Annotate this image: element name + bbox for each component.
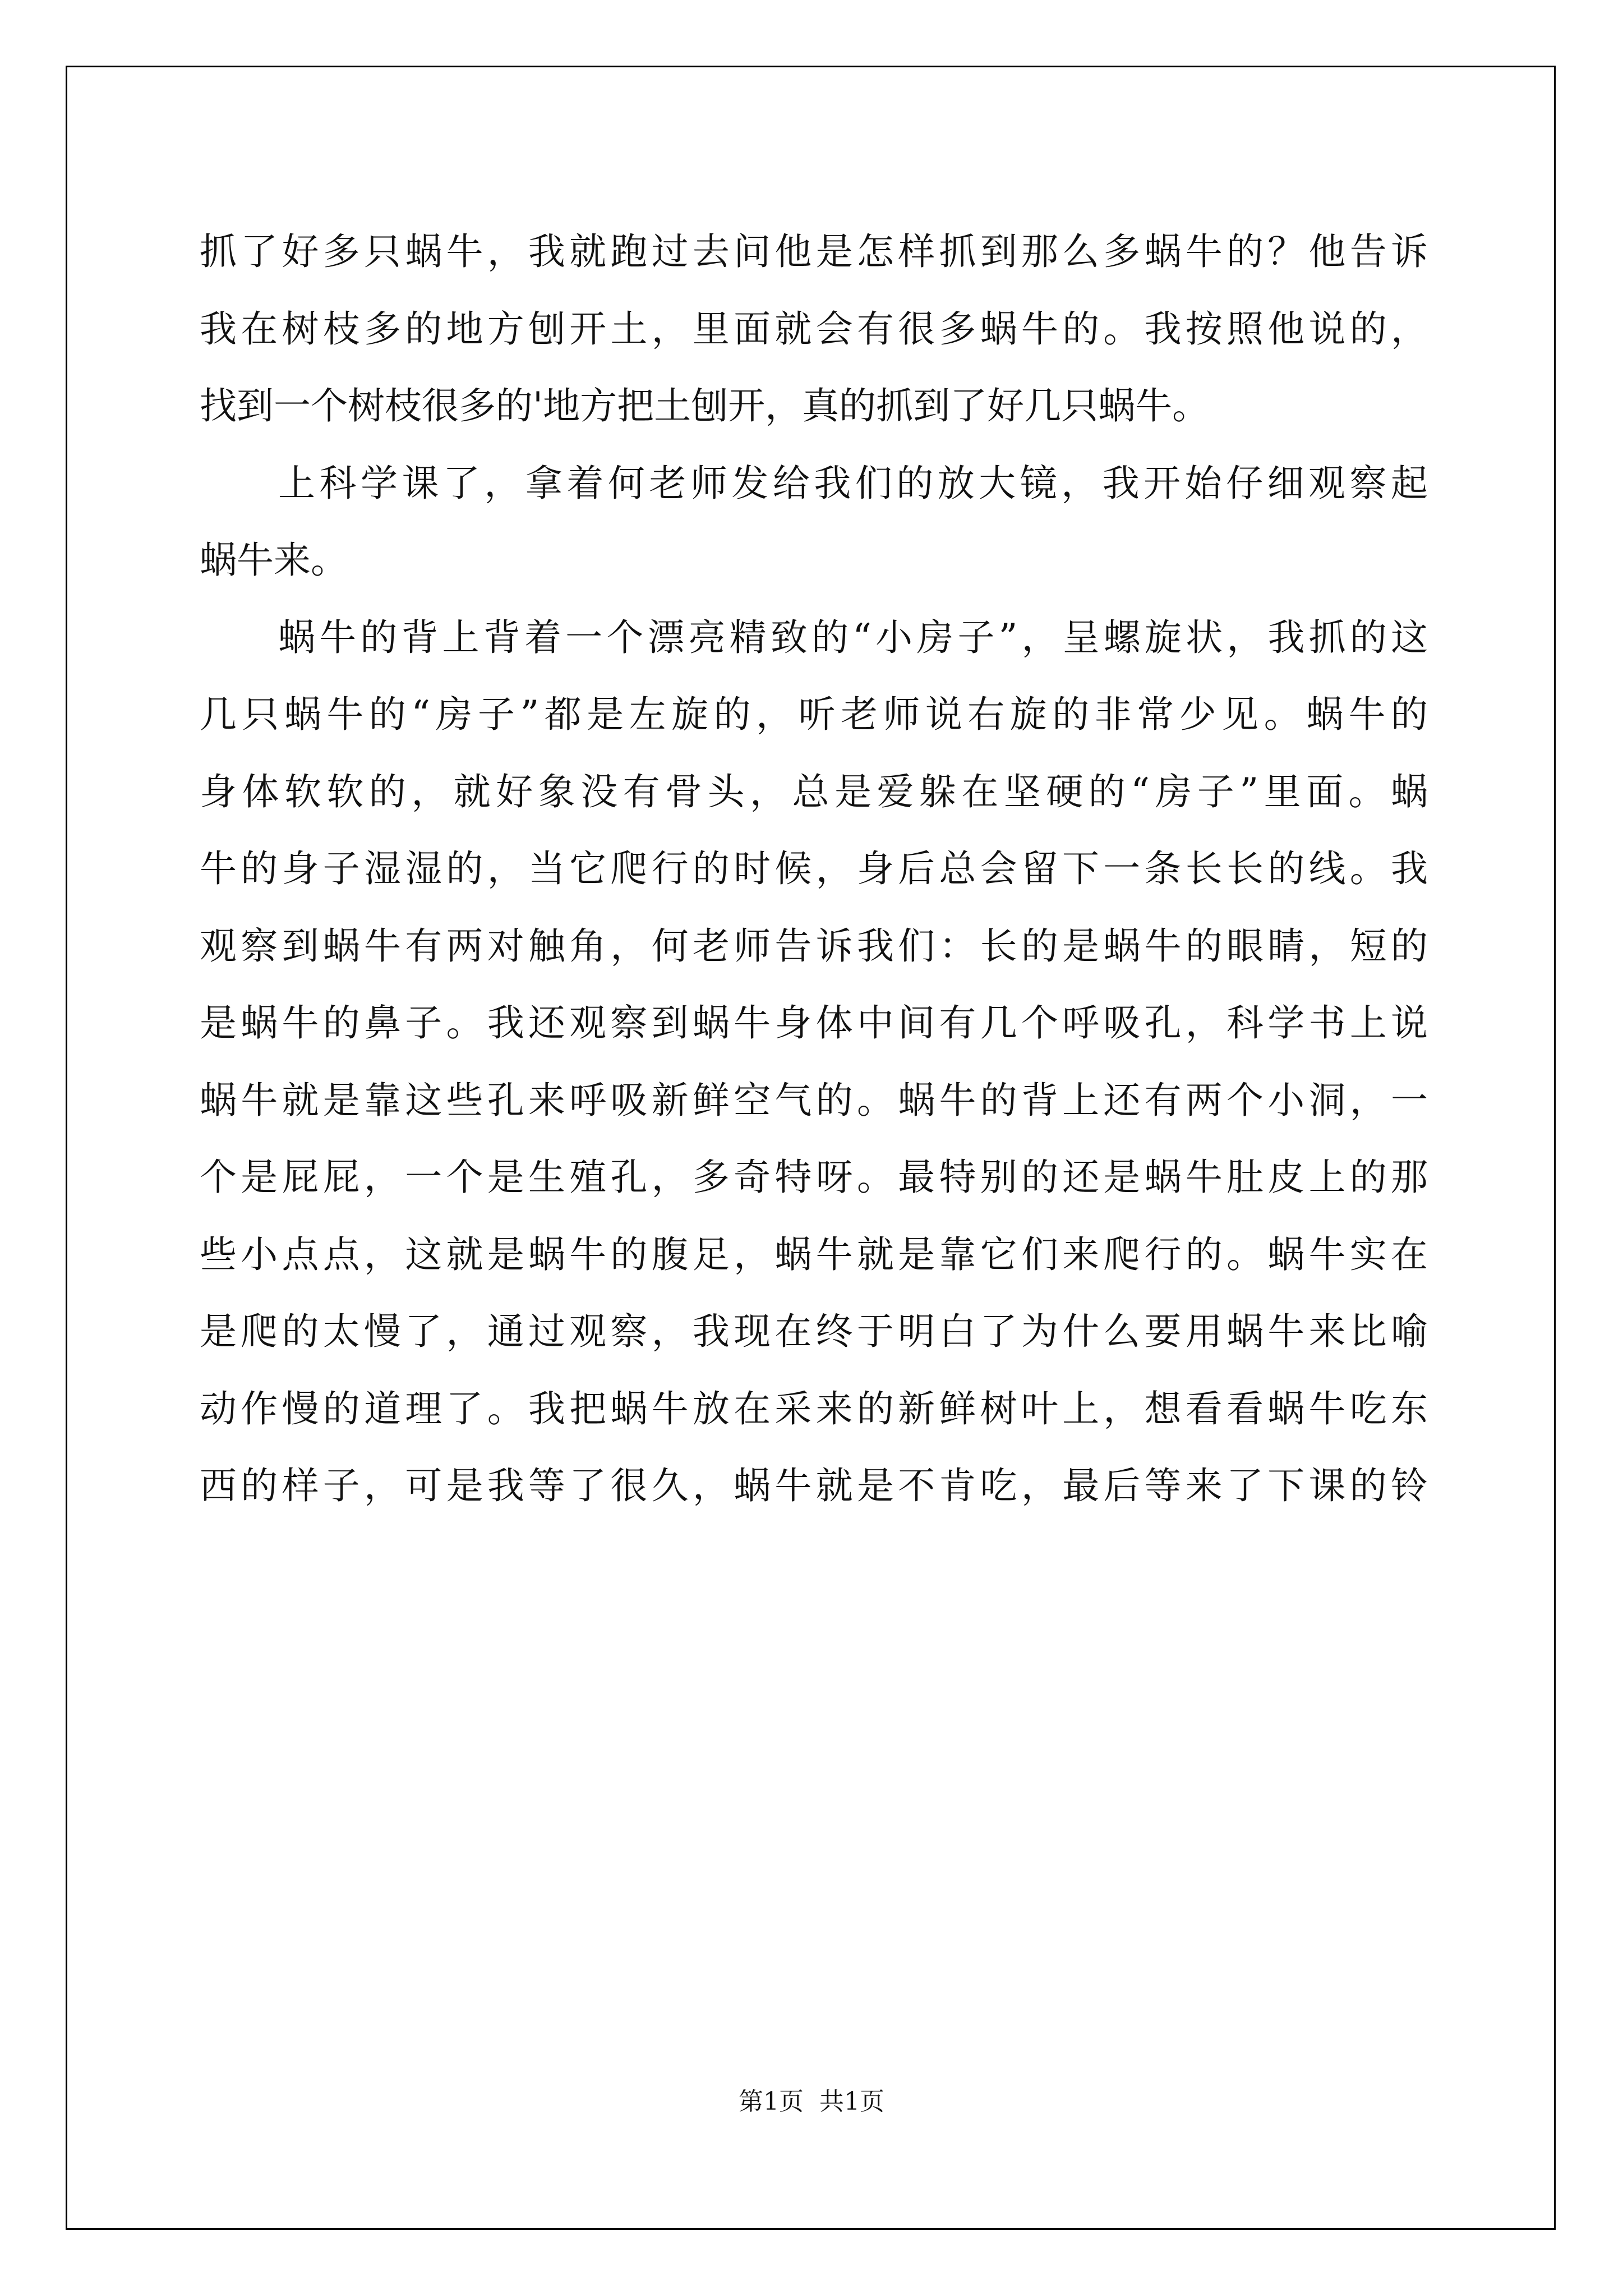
text-line: 几只蜗牛的“房子”都是左旋的，听老师说右旋的非常少见。蜗牛的 — [200, 693, 1428, 736]
text-line: 观察到蜗牛有两对触角，何老师告诉我们：长的是蜗牛的眼睛，短的 — [200, 924, 1428, 968]
text-line: 身体软软的，就好象没有骨头，总是爱躲在坚硬的“房子”里面。蜗 — [200, 770, 1428, 813]
text-line: 我在树枝多的地方刨开土，里面就会有很多蜗牛的。我按照他说的， — [200, 307, 1428, 351]
text-line: 抓了好多只蜗牛，我就跑过去问他是怎样抓到那么多蜗牛的？他告诉 — [200, 230, 1428, 273]
text-line: 些小点点，这就是蜗牛的腹足，蜗牛就是靠它们来爬行的。蜗牛实在 — [200, 1232, 1428, 1276]
text-line: 西的样子，可是我等了很久，蜗牛就是不肯吃，最后等来了下课的铃 — [200, 1464, 1428, 1507]
text-line: 是爬的太慢了，通过观察，我现在终于明白了为什么要用蜗牛来比喻 — [200, 1310, 1428, 1353]
text-line: 找到一个树枝很多的'地方把土刨开，真的抓到了好几只蜗牛。 — [200, 384, 1210, 427]
text-line: 蜗牛的背上背着一个漂亮精致的“小房子”，呈螺旋状，我抓的这 — [278, 615, 1428, 659]
text-line: 动作慢的道理了。我把蜗牛放在采来的新鲜树叶上，想看看蜗牛吃东 — [200, 1387, 1428, 1430]
text-line: 个是屁屁，一个是生殖孔，多奇特呀。最特别的还是蜗牛肚皮上的那 — [200, 1156, 1428, 1199]
text-line: 蜗牛来。 — [200, 539, 348, 582]
page-footer: 第1页 共1页 — [739, 2087, 884, 2116]
text-line: 是蜗牛的鼻子。我还观察到蜗牛身体中间有几个呼吸孔，科学书上说 — [200, 1001, 1428, 1045]
text-line: 蜗牛就是靠这些孔来呼吸新鲜空气的。蜗牛的背上还有两个小洞，一 — [200, 1078, 1428, 1122]
text-line: 上科学课了，拿着何老师发给我们的放大镜，我开始仔细观察起 — [278, 461, 1428, 505]
document-body — [200, 213, 1428, 1525]
text-line: 牛的身子湿湿的，当它爬行的时候，身后总会留下一条长长的线。我 — [200, 847, 1428, 890]
